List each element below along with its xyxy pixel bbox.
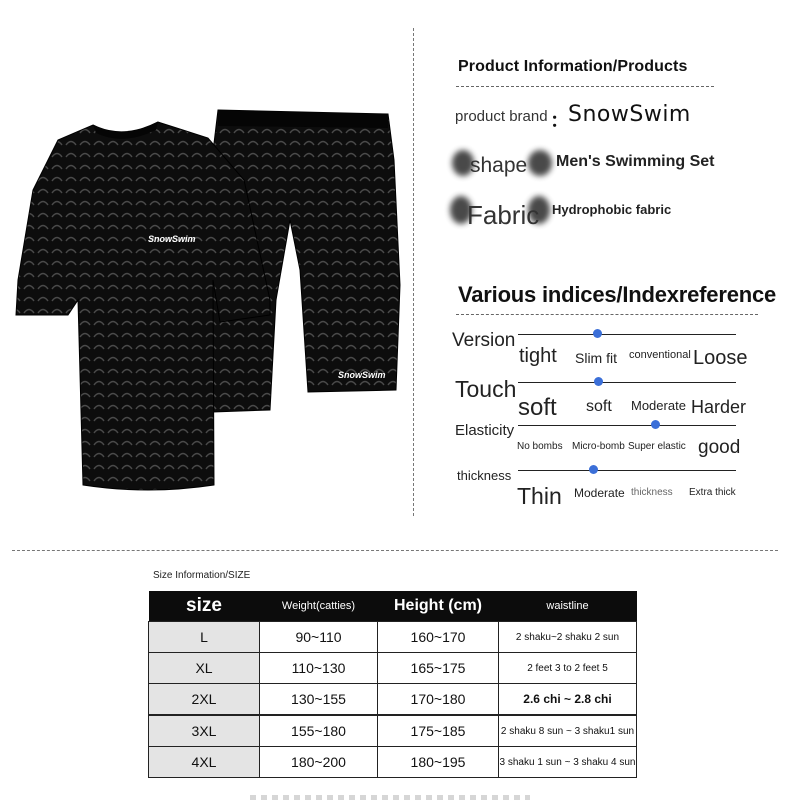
shape-value: Men's Swimming Set <box>556 153 715 170</box>
brand-label: product brand <box>455 108 548 125</box>
table-cell: 3 shaku 1 sun ~ 3 shaku 4 sun <box>499 747 637 778</box>
table-cell: 2XL <box>149 684 260 716</box>
indices-underline <box>456 314 758 315</box>
index-option: Loose <box>693 347 748 369</box>
index-option: Slim fit <box>575 350 617 366</box>
table-cell: 155~180 <box>260 715 378 747</box>
table-cell: 2 shaku~2 shaku 2 sun <box>499 622 637 653</box>
table-cell: 2 shaku 8 sun ~ 3 shaku1 sun <box>499 715 637 747</box>
shirt-logo: SnowSwim <box>148 234 196 244</box>
table-row <box>149 622 637 653</box>
index-row-label: thickness <box>457 468 512 483</box>
table-cell: 110~130 <box>260 653 378 684</box>
product-info-title: Product Information/Products <box>458 58 688 75</box>
product-image <box>8 100 408 500</box>
index-option: Micro-bomb <box>572 441 625 452</box>
table-cell: 160~170 <box>378 622 499 653</box>
index-option: tight <box>519 345 557 367</box>
brand-value: SnowSwim <box>568 102 691 127</box>
table-cell: 180~200 <box>260 747 378 778</box>
table-cell: 2.6 chi ~ 2.8 chi <box>499 684 637 716</box>
shorts-logo: SnowSwim <box>338 370 386 380</box>
table-cell: 170~180 <box>378 684 499 716</box>
index-option: soft <box>586 398 612 415</box>
table-cell: 3XL <box>149 715 260 747</box>
index-option: soft <box>518 394 557 421</box>
index-track <box>518 382 736 383</box>
index-option: Moderate <box>631 398 686 413</box>
index-marker <box>594 377 603 386</box>
brand-colon: ： <box>550 110 570 132</box>
table-cell: XL <box>149 653 260 684</box>
table-cell: L <box>149 622 260 653</box>
bottom-fade-text <box>250 795 530 800</box>
index-option: Thin <box>517 483 562 509</box>
table-header: Weight(catties) <box>260 591 378 622</box>
index-track <box>518 470 736 471</box>
shape-label: shape <box>470 154 528 177</box>
table-row <box>149 684 637 716</box>
index-option: Super elastic <box>628 441 686 452</box>
table-row <box>149 715 637 747</box>
table-row <box>149 653 637 684</box>
index-marker <box>593 329 602 338</box>
table-header: size <box>149 591 260 622</box>
size-table-caption: Size Information/SIZE <box>153 570 251 581</box>
product-info-underline <box>456 86 714 87</box>
index-option: No bombs <box>517 441 563 452</box>
table-cell: 175~185 <box>378 715 499 747</box>
table-header: Height (cm) <box>378 591 499 622</box>
fabric-label: Fabric <box>467 200 540 230</box>
index-marker <box>589 465 598 474</box>
table-cell: 90~110 <box>260 622 378 653</box>
table-cell: 130~155 <box>260 684 378 716</box>
index-track <box>518 334 736 335</box>
index-option: good <box>698 437 741 458</box>
horizontal-divider <box>12 550 778 551</box>
table-header-row <box>149 591 637 622</box>
table-cell: 165~175 <box>378 653 499 684</box>
index-option: Harder <box>691 397 747 417</box>
index-option: thickness <box>631 487 673 498</box>
table-cell: 180~195 <box>378 747 499 778</box>
table-header: waistline <box>499 591 637 622</box>
swim-shirt <box>16 122 270 490</box>
index-marker <box>651 420 660 429</box>
index-option: conventional <box>629 349 691 361</box>
indices-title: Various indices/Indexreference <box>458 282 777 307</box>
index-option: Moderate <box>574 486 625 500</box>
vertical-divider <box>413 28 414 516</box>
table-cell: 2 feet 3 to 2 feet 5 <box>499 653 637 684</box>
table-row <box>149 747 637 778</box>
index-row-label: Touch <box>455 376 517 402</box>
fabric-value: Hydrophobic fabric <box>552 202 672 217</box>
index-track <box>518 425 736 426</box>
redaction-blob <box>528 150 552 176</box>
table-cell: 4XL <box>149 747 260 778</box>
size-table <box>148 591 637 778</box>
index-option: Extra thick <box>689 487 736 498</box>
index-row-label: Elasticity <box>455 422 515 439</box>
index-row-label: Version <box>452 330 516 351</box>
